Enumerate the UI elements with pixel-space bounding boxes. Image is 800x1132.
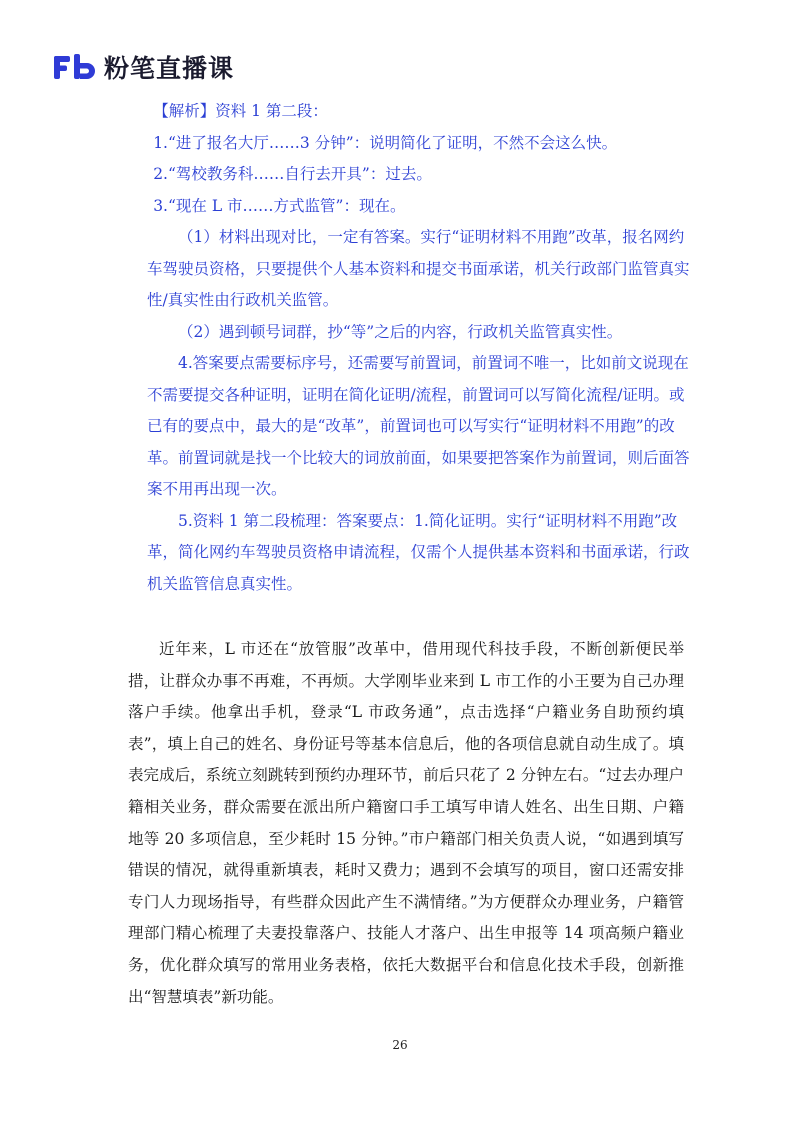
fb-logo-graphic bbox=[52, 52, 98, 82]
page-header bbox=[52, 50, 234, 84]
analysis-sub-item-2: （2）遇到顿号词群，抄“等”之后的内容，行政机关监管真实性。 bbox=[178, 322, 623, 341]
brand-name: 粉笔直播课 bbox=[104, 54, 235, 83]
analysis-point-5: 5.资料 1 第二段梳理：答案要点：1.简化证明。实行“证明材料不用跑”改革，简化网约车驾驶员资格申请流程，仅需个人提供基本资料和书面承诺，行政机关监管信息真实性。 bbox=[147, 511, 690, 593]
analysis-item-1: 1.“进了报名大厅……3 分钟”：说明简化了证明，不然不会这么快。 bbox=[153, 133, 618, 152]
analysis-item-2: 2.“驾校教务科……自行去开具”：过去。 bbox=[153, 165, 432, 183]
analysis-item-3: 3.“现在 L 市……方式监管”：现在。 bbox=[153, 196, 406, 215]
material-paragraph: 近年来，L 市还在“放管服”改革中，借用现代科技手段，不断创新便民举措，让群众办事不再难，不再烦。大学刚毕业来到 L 市工作的小王要为自己办理落户手续。他拿出手机，登录“L 市政务通”，点击选择“户籍业务自助预约填表”，填上自己的姓名、身份证号等基本信息后，他的各项信息就自动生成了。填表完成后，系统立刻跳转到预约办理环节，前后只花了 2 分钟左右。“过去办理户籍相关业务，群众需要在派出所户籍窗口手工填写申请人姓名、出生日期、户籍地等 20 多项信息，至少耗时 15 分钟。”市户籍部门相关负责人说，“如遇到填写错误的情况，就得重新填表，耗时又费力；遇到不会填写的项目，窗口还需安排专门人力现场指导，有些群众因此产生不满情绪。”为方便群众办理业务，户籍管理部门精心梳理了夫妻投靠落户、技能人才落户、出生申报等 14 项高频户籍业务，优化群众填写的常用业务表格，依托大数据平台和信息化技术手段，创新推出“智慧填表”新功能。 bbox=[128, 640, 684, 1006]
analysis-point-4: 4.答案要点需要标序号，还需要写前置词，前置词不唯一，比如前文说现在不需要提交各种证明，证明在简化证明/流程，前置词可以写简化流程/证明。或已有的要点中，最大的是“改革”，前置词也可以写实行“证明材料不用跑”的改革。前置词就是找一个比较大的词放前面，如果要把答案作为前置词，则后面答案不用再出现一次。 bbox=[147, 354, 690, 498]
page-number: 26 bbox=[392, 1038, 408, 1052]
fenbi-logo-icon bbox=[52, 52, 98, 82]
analysis-title: 【解析】资料 1 第二段： bbox=[153, 102, 328, 120]
analysis-section bbox=[147, 96, 692, 600]
analysis-sub-item-1: （1）材料出现对比，一定有答案。实行“证明材料不用跑”改革，报名网约车驾驶员资格，只要提供个人基本资料和提交书面承诺，机关行政部门监管真实性/真实性由行政机关监管。 bbox=[147, 228, 690, 309]
